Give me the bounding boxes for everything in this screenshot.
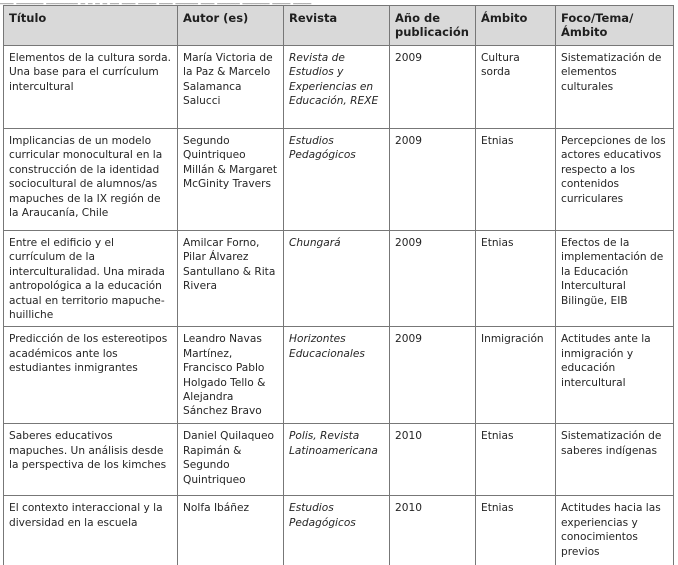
cell-author: Nolfa Ibáñez bbox=[178, 496, 284, 565]
cell-title: Elementos de la cultura sorda. Una base para el currículum intercultural bbox=[4, 46, 178, 129]
table-row bbox=[4, 496, 674, 565]
cell-year: 2009 bbox=[390, 327, 476, 424]
column-header-focus: Foco/Tema/ Ámbito bbox=[556, 6, 674, 46]
cell-scope: Etnias bbox=[476, 424, 556, 496]
cell-author: Amilcar Forno, Pilar Álvarez Santullano & Rita Rivera bbox=[178, 231, 284, 327]
cell-focus: Percepciones de los actores educativos respecto a los contenidos curriculares bbox=[556, 129, 674, 231]
cell-focus: Actitudes ante la inmigración y educación intercultural bbox=[556, 327, 674, 424]
cell-focus: Actitudes hacia las experiencias y conocimientos previos bbox=[556, 496, 674, 565]
table-row bbox=[4, 424, 674, 496]
cell-author: Daniel Quilaqueo Rapimán & Segundo Quintriqueo bbox=[178, 424, 284, 496]
table-row bbox=[4, 327, 674, 424]
cell-author: Leandro Navas Martínez, Francisco Pablo Holgado Tello & Alejandra Sánchez Bravo bbox=[178, 327, 284, 424]
cell-journal: Horizontes Educacionales bbox=[284, 327, 390, 424]
cell-title: Implicancias de un modelo curricular monocultural en la construcción de la identidad sociocultural de alumnos/as mapuches de la IX región de la Araucanía, Chile bbox=[4, 129, 178, 231]
cell-year: 2009 bbox=[390, 46, 476, 129]
cell-title: Entre el edificio y el currículum de la interculturalidad. Una mirada antropológica a la educación actual en territorio mapuche-huilliche bbox=[4, 231, 178, 327]
cell-title: Predicción de los estereotipos académicos ante los estudiantes inmigrantes bbox=[4, 327, 178, 424]
cell-year: 2009 bbox=[390, 129, 476, 231]
cell-title: Saberes educativos mapuches. Un análisis desde la perspectiva de los kimches bbox=[4, 424, 178, 496]
cell-journal: Estudios Pedagógicos bbox=[284, 129, 390, 231]
cell-focus: Efectos de la implementación de la Educación Intercultural Bilingüe, EIB bbox=[556, 231, 674, 327]
column-header-scope: Ámbito bbox=[476, 6, 556, 46]
cell-scope: Etnias bbox=[476, 231, 556, 327]
cell-scope: Etnias bbox=[476, 496, 556, 565]
literature-table bbox=[3, 5, 674, 565]
cell-author: Segundo Quintriqueo Millán & Margaret McGinity Travers bbox=[178, 129, 284, 231]
cell-scope: Inmigración bbox=[476, 327, 556, 424]
cell-focus: Sistematización de saberes indígenas bbox=[556, 424, 674, 496]
cell-focus: Sistematización de elementos culturales bbox=[556, 46, 674, 129]
column-header-title: Título bbox=[4, 6, 178, 46]
table-row bbox=[4, 129, 674, 231]
cropped-previous-text-line: ___ ______ _______ _ _ _ _ __ ___ ____ ___ _____ ___ _____ ______ ____ ____ bbox=[0, 0, 312, 5]
cell-title: El contexto interaccional y la diversidad en la escuela bbox=[4, 496, 178, 565]
column-header-year: Año de publicación bbox=[390, 6, 476, 46]
cell-journal: Polis, Revista Latinoamericana bbox=[284, 424, 390, 496]
table-header-row bbox=[4, 6, 674, 46]
cell-journal: Revista de Estudios y Experiencias en Educación, REXE bbox=[284, 46, 390, 129]
cell-year: 2010 bbox=[390, 496, 476, 565]
cell-journal: Estudios Pedagógicos bbox=[284, 496, 390, 565]
table-row bbox=[4, 231, 674, 327]
column-header-author: Autor (es) bbox=[178, 6, 284, 46]
cell-year: 2009 bbox=[390, 231, 476, 327]
column-header-journal: Revista bbox=[284, 6, 390, 46]
table-row bbox=[4, 46, 674, 129]
cell-journal: Chungará bbox=[284, 231, 390, 327]
cell-year: 2010 bbox=[390, 424, 476, 496]
cell-author: María Victoria de la Paz & Marcelo Salamanca Salucci bbox=[178, 46, 284, 129]
cell-scope: Etnias bbox=[476, 129, 556, 231]
cell-scope: Cultura sorda bbox=[476, 46, 556, 129]
